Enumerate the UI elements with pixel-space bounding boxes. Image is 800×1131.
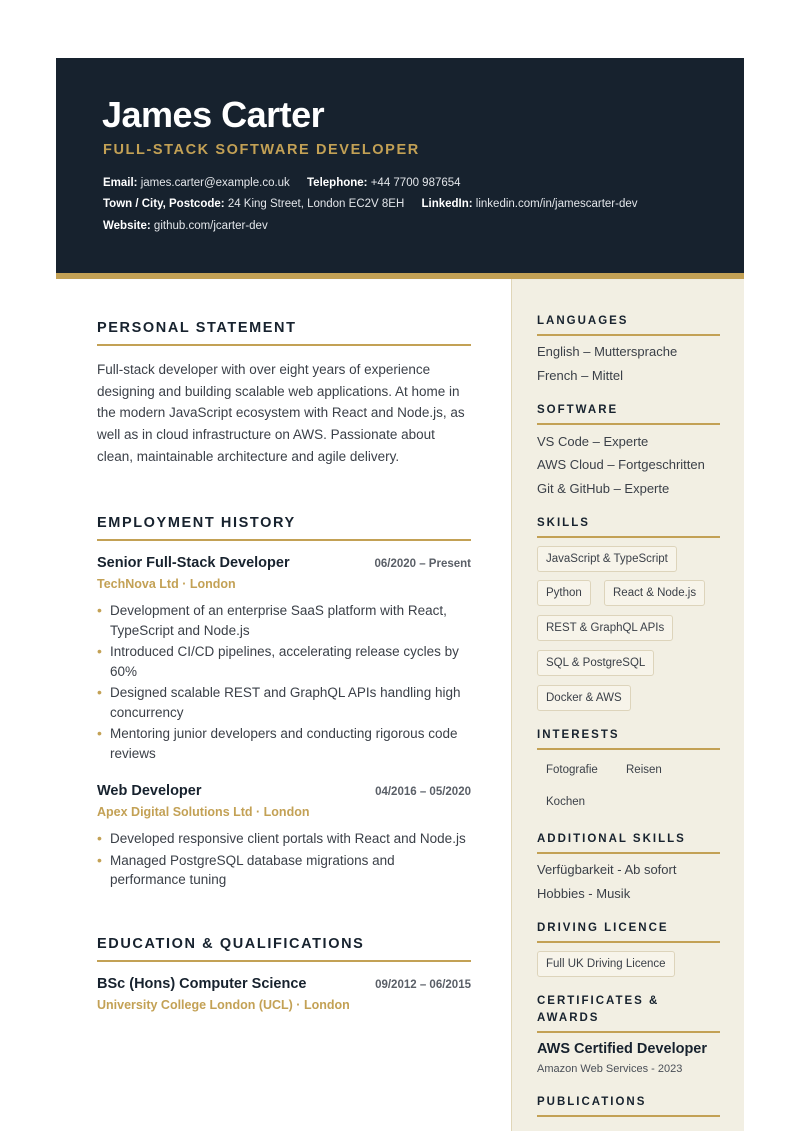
skill-tag: React & Node.js [604,580,705,606]
linkedin-label: LinkedIn: [421,198,473,210]
address-label: Town / City, Postcode: [103,198,225,210]
job-dates: 06/2020 – Present [374,558,471,570]
skill-tag: JavaScript & TypeScript [537,546,677,572]
email-label: Email: [103,177,138,189]
certificates-heading-line1: CERTIFICATES & [537,995,660,1007]
certificates-heading-line2: AWARDS [537,1012,600,1024]
job-employer: TechNova Ltd · London [97,577,236,591]
contact-line-2 [103,198,638,210]
skill-tag: SQL & PostgreSQL [537,650,654,676]
contact-line-3 [103,220,268,232]
resume-page [56,58,744,1131]
interests-heading: INTERESTS [537,727,720,750]
job-employer: Apex Digital Solutions Ltd · London [97,805,310,819]
degree-institution: University College London (UCL) · London [97,998,350,1012]
job-title: Senior Full-Stack Developer [97,555,290,571]
list-item: • Introduced CI/CD pipelines, accelerating release cycles by 60% [97,642,471,681]
certificates-heading [537,993,720,1033]
job-bullets [97,601,471,765]
software-item: Git & GitHub – Experte [537,481,670,496]
linkedin-link[interactable]: linkedin.com/in/jamescarter-dev [475,198,638,210]
driving-licence-heading: DRIVING LICENCE [537,920,720,943]
interest-tag: Reisen [626,764,662,776]
website-link[interactable]: github.com/jcarter-dev [153,220,268,232]
degree-title: BSc (Hons) Computer Science [97,976,307,992]
resume-header [56,58,744,273]
publications-heading: PUBLICATIONS [537,1094,720,1117]
certificate-title: AWS Certified Developer [537,1041,708,1057]
website-label: Website: [103,220,151,232]
contact-line-1 [103,177,461,189]
resume-sidebar [511,279,744,1131]
skill-tag: REST & GraphQL APIs [537,615,673,641]
phone-value[interactable]: +44 7700 987654 [370,177,461,189]
candidate-headline: FULL-STACK SOFTWARE DEVELOPER [103,142,420,158]
interest-tag: Kochen [546,796,586,808]
languages-heading: LANGUAGES [537,313,720,336]
additional-skills-heading: ADDITIONAL SKILLS [537,831,720,854]
skills-heading: SKILLS [537,515,720,538]
list-item: • Mentoring junior developers and conducting rigorous code reviews [97,724,471,763]
additional-skill-item: Hobbies - Musik [537,886,631,901]
address-value: 24 King Street, London EC2V 8EH [227,198,405,210]
employment-history-heading: EMPLOYMENT HISTORY [97,514,471,541]
list-item: • Developed responsive client portals with React and Node.js [97,829,471,849]
degree-dates: 09/2012 – 06/2015 [375,979,471,991]
software-item: AWS Cloud – Fortgeschritten [537,457,705,472]
personal-statement-heading: PERSONAL STATEMENT [97,319,471,346]
job-dates: 04/2016 – 05/2020 [375,786,471,798]
software-heading: SOFTWARE [537,402,720,425]
language-item: French – Mittel [537,368,623,383]
certificate-issuer: Amazon Web Services - 2023 [537,1063,683,1075]
email-value[interactable]: james.carter@example.co.uk [140,177,290,189]
list-item: • Managed PostgreSQL database migrations and performance tuning [97,851,471,890]
additional-skill-item: Verfügbarkeit - Ab sofort [537,862,677,877]
job-title: Web Developer [97,783,202,799]
skill-tag: Docker & AWS [537,685,631,711]
personal-statement-text: Full-stack developer with over eight years of experience designing and building scalable web applications. At home in the modern JavaScript ecosystem with React and Node.js, as well as in cloud infrastructure on AWS. Passionate about clean, maintainable architecture and agile delivery. [97,362,465,464]
licence-tag: Full UK Driving Licence [537,951,675,977]
skill-tag: Python [537,580,591,606]
job-bullets [97,829,471,892]
list-item: • Designed scalable REST and GraphQL APIs handling high concurrency [97,683,471,722]
language-item: English – Muttersprache [537,344,678,359]
interest-tag: Fotografie [546,764,598,776]
list-item: • Development of an enterprise SaaS platform with React, TypeScript and Node.js [97,601,471,640]
education-heading: EDUCATION & QUALIFICATIONS [97,935,471,962]
candidate-name: James Carter [102,94,325,135]
phone-label: Telephone: [307,177,368,189]
software-item: VS Code – Experte [537,434,649,449]
